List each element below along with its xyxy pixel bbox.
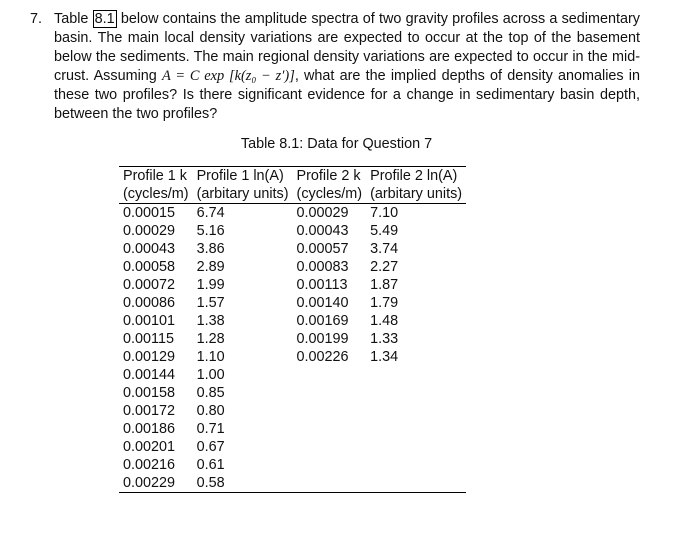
table-cell (366, 474, 466, 493)
table-cell: 0.61 (196, 457, 225, 473)
table-cell: 3.86 (196, 241, 225, 257)
table-cell (366, 384, 466, 402)
table-cell (366, 438, 466, 456)
table-row (119, 222, 466, 240)
table-cell: 0.00101 (123, 313, 176, 329)
table-cell: 1.33 (370, 331, 399, 347)
table-cell: 0.00113 (296, 277, 348, 293)
table-row (119, 438, 466, 456)
question-text-part: below contains the amplitude spectra of two gravity profiles across a sedimentary basin. The main local density variations are expected to occur at the top of the basement below the sediments. The main regional density variations are expected to occur in the mid-crust. Assuming (54, 11, 640, 84)
table-cell: 0.00015 (123, 205, 176, 221)
table-cell: 0.00115 (123, 331, 174, 347)
table-cell: 0.71 (196, 421, 225, 437)
table-cell: 7.10 (370, 205, 399, 221)
table-cell: 1.87 (370, 277, 399, 293)
header-profile1-k: Profile 1 k (119, 167, 193, 186)
table-cell: 0.00083 (296, 259, 349, 275)
table-row (119, 384, 466, 402)
table-row (119, 276, 466, 294)
header-units: (arbitary units) (193, 185, 293, 204)
table-cell: 0.58 (193, 474, 293, 493)
table-reference-link[interactable]: 8.1 (94, 11, 115, 27)
table-cell: 1.10 (196, 349, 225, 365)
table-cell (293, 384, 367, 402)
table-cell: 6.74 (196, 205, 225, 221)
table-cell: 0.00172 (123, 403, 176, 419)
table-cell: 0.00229 (119, 474, 193, 493)
table-cell: 0.00158 (123, 385, 176, 401)
header-units: (cycles/m) (293, 185, 367, 204)
table-cell: 0.00140 (296, 295, 349, 311)
question-number: 7. (30, 11, 43, 27)
table-cell: 0.00058 (123, 259, 176, 275)
table-cell (293, 420, 367, 438)
question-text-part: Table (54, 11, 93, 27)
table-cell: 1.79 (370, 295, 399, 311)
table-cell: 0.67 (196, 439, 225, 455)
table-cell: 3.74 (370, 241, 399, 257)
header-profile2-k: Profile 2 k (293, 167, 367, 186)
table-cell: 0.00043 (296, 223, 349, 239)
table-cell: 5.49 (370, 223, 399, 239)
header-profile1-lna: Profile 1 ln(A) (193, 167, 293, 186)
table-cell: 1.57 (196, 295, 225, 311)
table-cell: 0.00144 (123, 367, 176, 383)
table-cell: 0.00186 (123, 421, 176, 437)
header-units: (cycles/m) (119, 185, 193, 204)
question-text (54, 10, 640, 124)
table-cell: 0.00043 (123, 241, 176, 257)
table-row (119, 240, 466, 258)
table-cell: 0.00201 (123, 439, 176, 455)
table-row (119, 204, 466, 223)
table-cell (366, 420, 466, 438)
table-cell: 0.00129 (123, 349, 176, 365)
table-cell (293, 402, 367, 420)
table-row (119, 420, 466, 438)
table-row (119, 366, 466, 384)
table-cell (366, 402, 466, 420)
amplitude-formula: A = C exp [k(z₀ − z′)] (161, 68, 295, 84)
table-caption: Table 8.1: Data for Question 7 (240, 136, 433, 152)
table-cell (293, 456, 367, 474)
question-7 (30, 10, 640, 124)
table-cell: 2.27 (370, 259, 399, 275)
table-cell: 0.00029 (123, 223, 176, 239)
table-cell (293, 366, 367, 384)
table-cell: 1.34 (370, 349, 399, 365)
table-row (119, 330, 466, 348)
table-cell (293, 474, 367, 493)
table-cell (366, 456, 466, 474)
table-cell: 1.99 (196, 277, 225, 293)
table-cell: 5.16 (196, 223, 225, 239)
table-row (119, 456, 466, 474)
table-cell: 0.00199 (296, 331, 349, 347)
table-cell: 0.00057 (296, 241, 349, 257)
table-row (119, 348, 466, 366)
table-row (119, 474, 466, 493)
table-cell: 0.00029 (296, 205, 349, 221)
table-header-row (119, 167, 466, 186)
table-cell: 0.00226 (296, 349, 349, 365)
question-text-part: , what are the implied depths of density anomalies in these two profiles? Is there significant evidence for a change in sedimentary basin depth, between the two profiles? (54, 68, 641, 122)
table-cell: 0.00086 (123, 295, 176, 311)
table-cell (366, 366, 466, 384)
data-table (119, 166, 466, 493)
table-cell: 2.89 (196, 259, 225, 275)
table-cell (293, 438, 367, 456)
table-cell: 0.85 (196, 385, 225, 401)
table-row (119, 312, 466, 330)
table-row (119, 258, 466, 276)
table-row (119, 294, 466, 312)
table-cell: 1.00 (196, 367, 225, 383)
header-profile2-lna: Profile 2 ln(A) (366, 167, 466, 186)
table-cell: 0.00216 (123, 457, 176, 473)
table-cell: 0.00072 (123, 277, 176, 293)
table-cell: 1.28 (196, 331, 225, 347)
table-header-units-row (119, 185, 466, 204)
table-cell: 0.00169 (296, 313, 349, 329)
table-row (119, 402, 466, 420)
table-body (119, 204, 466, 493)
table-cell: 1.48 (370, 313, 399, 329)
table-cell: 0.80 (196, 403, 225, 419)
table-cell: 1.38 (196, 313, 225, 329)
header-units: (arbitary units) (366, 185, 466, 204)
